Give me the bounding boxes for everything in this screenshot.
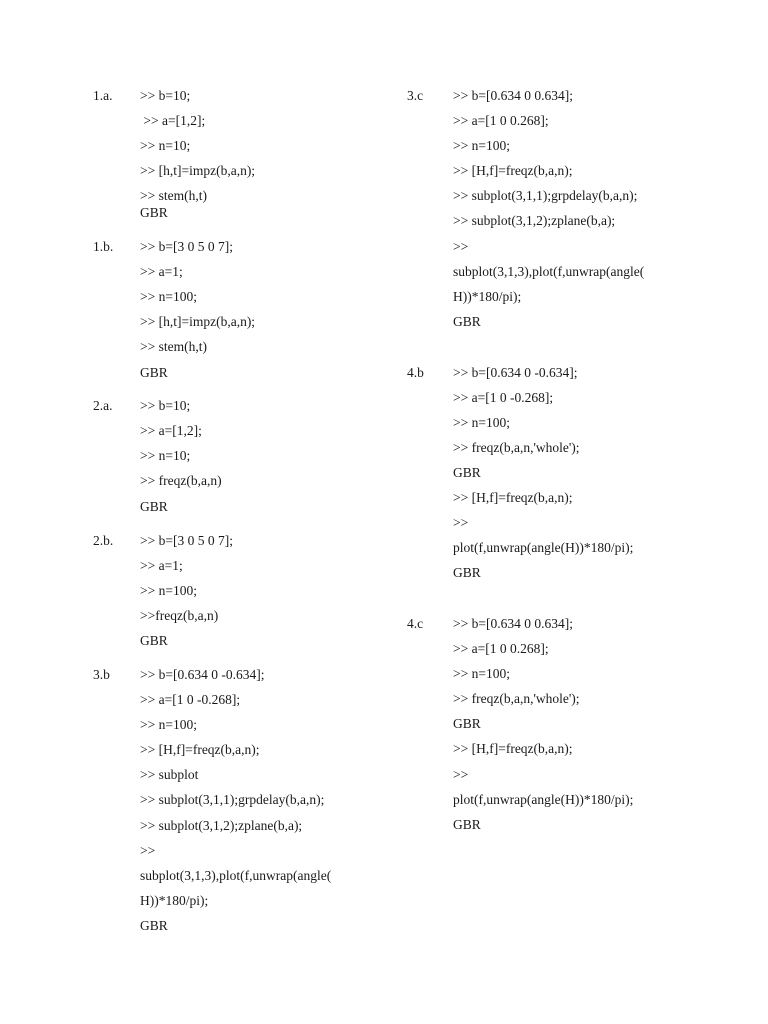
figure-label: GBR (140, 499, 168, 514)
code-line: >> a=[1,2]; (140, 113, 206, 128)
code-line: >> b=[0.634 0 -0.634]; (453, 365, 578, 380)
code-line: >> freqz(b,a,n,'whole'); (453, 440, 580, 455)
code-line: >> stem(h,t) (140, 339, 207, 354)
code-line: >> freqz(b,a,n) (140, 473, 222, 488)
code-line: >> [H,f]=freqz(b,a,n); (453, 163, 573, 178)
code-line: >> a=[1 0 -0.268]; (140, 692, 241, 707)
code-line: >> n=10; (140, 448, 191, 463)
code-line: >> a=1; (140, 264, 183, 279)
code-line: >>freqz(b,a,n) (140, 608, 219, 623)
code-line: >> b=10; (140, 88, 191, 103)
code-line: >> b=[0.634 0 0.634]; (453, 616, 573, 631)
code-line: >> (140, 843, 156, 858)
code-line: >> n=100; (140, 717, 197, 732)
code-line: subplot(3,1,3),plot(f,unwrap(angle( (140, 868, 332, 883)
figure-label: GBR (140, 633, 168, 648)
code-line: >> a=1; (140, 558, 183, 573)
question-number: 3.b (93, 667, 110, 682)
code-line: >> [h,t]=impz(b,a,n); (140, 314, 256, 329)
figure-label: GBR (453, 465, 481, 480)
code-line: >> subplot(3,1,1);grpdelay(b,a,n); (453, 188, 638, 203)
figure-label: GBR (140, 918, 168, 933)
code-line: >> (453, 515, 469, 530)
code-line: H))*180/pi); (140, 893, 209, 908)
code-line: >> a=[1 0 -0.268]; (453, 390, 554, 405)
code-line: >> n=100; (140, 289, 197, 304)
code-line: >> b=10; (140, 398, 191, 413)
figure-label: GBR (453, 565, 481, 580)
code-line: >> freqz(b,a,n,'whole'); (453, 691, 580, 706)
figure-label: GBR (140, 205, 168, 220)
code-line: plot(f,unwrap(angle(H))*180/pi); (453, 792, 634, 807)
figure-label: GBR (453, 817, 481, 832)
code-line: >> n=100; (453, 415, 510, 430)
question-number: 1.a. (93, 88, 113, 103)
code-line: >> (453, 767, 469, 782)
code-line: subplot(3,1,3),plot(f,unwrap(angle( (453, 264, 645, 279)
code-line: >> b=[3 0 5 0 7]; (140, 239, 233, 254)
figure-label: GBR (453, 716, 481, 731)
code-line: >> b=[0.634 0 0.634]; (453, 88, 573, 103)
code-line: >> n=100; (453, 138, 510, 153)
code-line: >> subplot(3,1,1);grpdelay(b,a,n); (140, 792, 325, 807)
code-line: >> n=10; (140, 138, 191, 153)
code-line: >> subplot(3,1,2);zplane(b,a); (140, 818, 303, 833)
code-line: >> subplot(3,1,2);zplane(b,a); (453, 213, 616, 228)
question-number: 4.b (407, 365, 424, 380)
question-number: 2.a. (93, 398, 113, 413)
code-line: >> (453, 239, 469, 254)
code-line: >> [h,t]=impz(b,a,n); (140, 163, 256, 178)
question-number: 2.b. (93, 533, 114, 548)
code-line: >> b=[3 0 5 0 7]; (140, 533, 233, 548)
code-line: >> [H,f]=freqz(b,a,n); (453, 490, 573, 505)
code-line: H))*180/pi); (453, 289, 522, 304)
figure-label: GBR (140, 365, 168, 380)
question-number: 4.c (407, 616, 424, 631)
code-line: >> b=[0.634 0 -0.634]; (140, 667, 265, 682)
code-line: >> a=[1 0 0.268]; (453, 113, 549, 128)
code-line: >> stem(h,t) (140, 188, 207, 203)
code-line: >> [H,f]=freqz(b,a,n); (453, 741, 573, 756)
code-line: >> n=100; (453, 666, 510, 681)
code-line: plot(f,unwrap(angle(H))*180/pi); (453, 540, 634, 555)
code-line: >> n=100; (140, 583, 197, 598)
code-line: >> [H,f]=freqz(b,a,n); (140, 742, 260, 757)
question-number: 1.b. (93, 239, 114, 254)
code-line: >> a=[1 0 0.268]; (453, 641, 549, 656)
code-line: >> a=[1,2]; (140, 423, 202, 438)
question-number: 3.c (407, 88, 424, 103)
figure-label: GBR (453, 314, 481, 329)
code-line: >> subplot (140, 767, 199, 782)
